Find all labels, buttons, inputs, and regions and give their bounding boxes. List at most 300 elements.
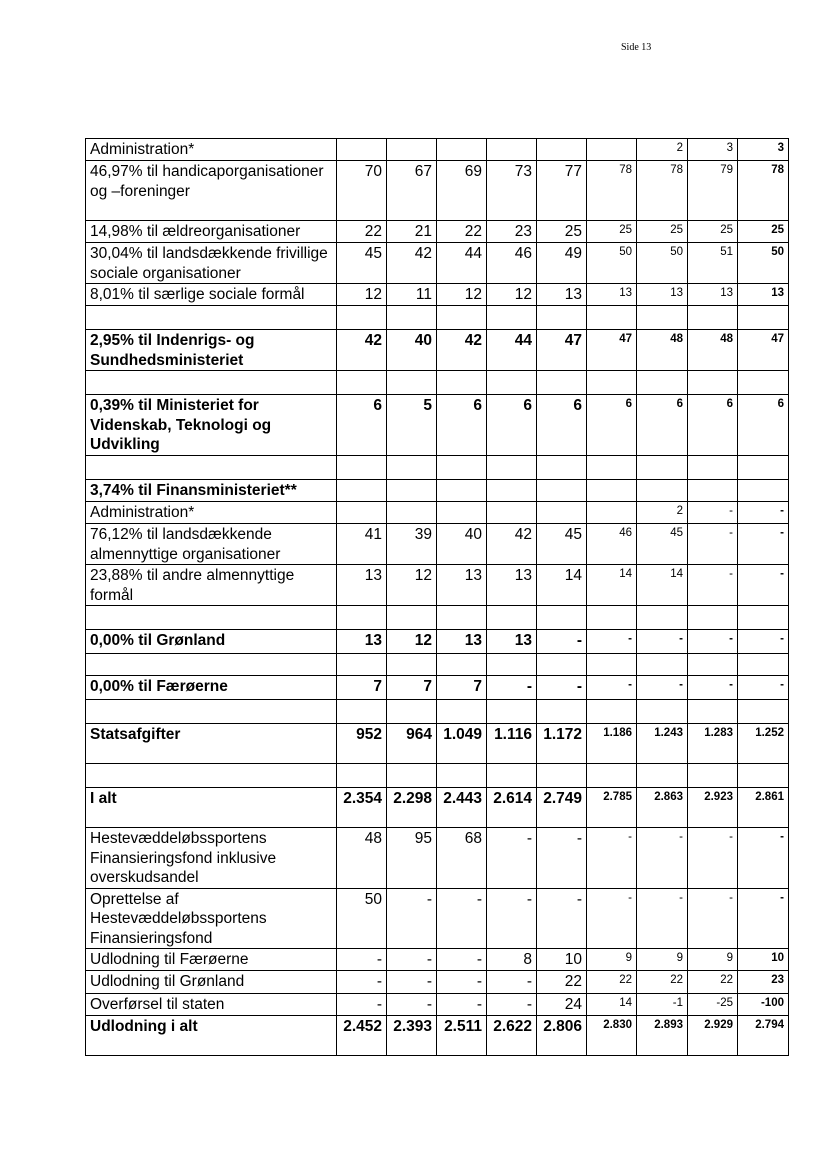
value-cell bbox=[688, 371, 738, 395]
table-row bbox=[86, 456, 789, 480]
value-cell: - bbox=[637, 630, 688, 654]
value-cell: 11 bbox=[387, 284, 437, 306]
row-label: 76,12% til landsdækkende almennyttige organisationer bbox=[86, 524, 337, 565]
value-cell: 13 bbox=[738, 284, 789, 306]
value-cell: 45 bbox=[537, 524, 587, 565]
value-cell: 46 bbox=[587, 524, 637, 565]
value-cell: - bbox=[637, 676, 688, 700]
row-label: I alt bbox=[86, 788, 337, 828]
value-cell bbox=[637, 306, 688, 330]
value-cell: 6 bbox=[738, 395, 789, 456]
value-cell: 6 bbox=[587, 395, 637, 456]
value-cell: 12 bbox=[487, 284, 537, 306]
row-label bbox=[86, 306, 337, 330]
row-label bbox=[86, 764, 337, 788]
value-cell: - bbox=[587, 676, 637, 700]
value-cell: - bbox=[487, 676, 537, 700]
value-cell bbox=[637, 764, 688, 788]
table-row bbox=[86, 1016, 789, 1056]
value-cell: - bbox=[437, 949, 487, 971]
row-label: Administration* bbox=[86, 139, 337, 161]
value-cell: 2.893 bbox=[637, 1016, 688, 1056]
value-cell: 22 bbox=[337, 221, 387, 243]
value-cell: 7 bbox=[387, 676, 437, 700]
value-cell: 13 bbox=[587, 284, 637, 306]
value-cell: 39 bbox=[387, 524, 437, 565]
value-cell: 22 bbox=[637, 971, 688, 994]
row-label: 0,00% til Færøerne bbox=[86, 676, 337, 700]
row-label: 8,01% til særlige sociale formål bbox=[86, 284, 337, 306]
value-cell bbox=[487, 606, 537, 630]
value-cell: 2.861 bbox=[738, 788, 789, 828]
table-row bbox=[86, 788, 789, 828]
value-cell: 2 bbox=[637, 502, 688, 524]
value-cell bbox=[637, 700, 688, 724]
value-cell: 42 bbox=[487, 524, 537, 565]
value-cell: 14 bbox=[587, 565, 637, 606]
value-cell: 964 bbox=[387, 724, 437, 764]
value-cell: 44 bbox=[487, 330, 537, 371]
value-cell bbox=[437, 139, 487, 161]
value-cell bbox=[437, 502, 487, 524]
value-cell: 73 bbox=[487, 161, 537, 221]
table-row bbox=[86, 330, 789, 371]
value-cell: - bbox=[487, 888, 537, 949]
value-cell bbox=[437, 700, 487, 724]
value-cell: 67 bbox=[387, 161, 437, 221]
table-row bbox=[86, 764, 789, 788]
value-cell: - bbox=[688, 502, 738, 524]
value-cell bbox=[337, 306, 387, 330]
value-cell: 2.929 bbox=[688, 1016, 738, 1056]
value-cell bbox=[487, 456, 537, 480]
value-cell: 50 bbox=[587, 243, 637, 284]
value-cell: 2.863 bbox=[637, 788, 688, 828]
value-cell: 9 bbox=[587, 949, 637, 971]
value-cell: 9 bbox=[688, 949, 738, 971]
table-row bbox=[86, 654, 789, 676]
value-cell bbox=[387, 606, 437, 630]
row-label: Administration* bbox=[86, 502, 337, 524]
value-cell bbox=[738, 606, 789, 630]
table-row bbox=[86, 221, 789, 243]
value-cell: 25 bbox=[738, 221, 789, 243]
value-cell: 2.830 bbox=[587, 1016, 637, 1056]
value-cell: - bbox=[637, 828, 688, 889]
value-cell: 78 bbox=[587, 161, 637, 221]
value-cell: - bbox=[637, 888, 688, 949]
value-cell bbox=[487, 480, 537, 502]
value-cell: 78 bbox=[738, 161, 789, 221]
value-cell: 1.243 bbox=[637, 724, 688, 764]
value-cell: - bbox=[537, 676, 587, 700]
row-label: Udlodning i alt bbox=[86, 1016, 337, 1056]
value-cell: 50 bbox=[337, 888, 387, 949]
value-cell: 69 bbox=[437, 161, 487, 221]
value-cell: - bbox=[738, 676, 789, 700]
value-cell: 2.614 bbox=[487, 788, 537, 828]
value-cell: 2.785 bbox=[587, 788, 637, 828]
value-cell: 45 bbox=[337, 243, 387, 284]
value-cell: - bbox=[738, 524, 789, 565]
table-row bbox=[86, 676, 789, 700]
row-label bbox=[86, 456, 337, 480]
value-cell: 5 bbox=[387, 395, 437, 456]
table-row bbox=[86, 139, 789, 161]
value-cell: - bbox=[738, 888, 789, 949]
value-cell: 40 bbox=[387, 330, 437, 371]
value-cell: - bbox=[537, 828, 587, 889]
table-row bbox=[86, 828, 789, 889]
value-cell: 13 bbox=[337, 630, 387, 654]
value-cell: 2.923 bbox=[688, 788, 738, 828]
value-cell: 2.806 bbox=[537, 1016, 587, 1056]
value-cell: - bbox=[387, 888, 437, 949]
value-cell: 13 bbox=[637, 284, 688, 306]
table-row bbox=[86, 243, 789, 284]
value-cell: - bbox=[537, 630, 587, 654]
value-cell: 44 bbox=[437, 243, 487, 284]
value-cell bbox=[537, 700, 587, 724]
value-cell bbox=[337, 764, 387, 788]
value-cell bbox=[487, 764, 537, 788]
value-cell bbox=[637, 654, 688, 676]
value-cell: 77 bbox=[537, 161, 587, 221]
value-cell: 14 bbox=[587, 994, 637, 1016]
value-cell: 22 bbox=[587, 971, 637, 994]
value-cell: 2.298 bbox=[387, 788, 437, 828]
value-cell: 79 bbox=[688, 161, 738, 221]
value-cell: 10 bbox=[738, 949, 789, 971]
value-cell: 1.116 bbox=[487, 724, 537, 764]
value-cell: 24 bbox=[537, 994, 587, 1016]
row-label: Udlodning til Færøerne bbox=[86, 949, 337, 971]
value-cell bbox=[487, 139, 537, 161]
value-cell bbox=[437, 606, 487, 630]
value-cell: 7 bbox=[337, 676, 387, 700]
value-cell: 47 bbox=[738, 330, 789, 371]
value-cell: 6 bbox=[337, 395, 387, 456]
row-label: 30,04% til landsdækkende frivillige sociale organisationer bbox=[86, 243, 337, 284]
table-row bbox=[86, 724, 789, 764]
value-cell bbox=[337, 700, 387, 724]
value-cell: 2.749 bbox=[537, 788, 587, 828]
table-row bbox=[86, 949, 789, 971]
value-cell: - bbox=[688, 524, 738, 565]
value-cell bbox=[587, 606, 637, 630]
value-cell: 23 bbox=[487, 221, 537, 243]
value-cell: - bbox=[688, 888, 738, 949]
table-row bbox=[86, 994, 789, 1016]
value-cell bbox=[337, 502, 387, 524]
value-cell bbox=[337, 480, 387, 502]
value-cell: - bbox=[337, 994, 387, 1016]
row-label bbox=[86, 606, 337, 630]
value-cell: 14 bbox=[537, 565, 587, 606]
value-cell: 70 bbox=[337, 161, 387, 221]
row-label: Oprettelse af Hestevæddeløbssportens Finansieringsfond bbox=[86, 888, 337, 949]
value-cell: - bbox=[387, 971, 437, 994]
value-cell: 21 bbox=[387, 221, 437, 243]
value-cell bbox=[337, 606, 387, 630]
value-cell: 12 bbox=[387, 565, 437, 606]
value-cell: 6 bbox=[688, 395, 738, 456]
value-cell bbox=[337, 654, 387, 676]
value-cell bbox=[688, 456, 738, 480]
value-cell: 3 bbox=[738, 139, 789, 161]
value-cell: 13 bbox=[487, 630, 537, 654]
value-cell bbox=[587, 502, 637, 524]
value-cell bbox=[537, 764, 587, 788]
value-cell bbox=[437, 456, 487, 480]
value-cell bbox=[487, 700, 537, 724]
table-row bbox=[86, 606, 789, 630]
value-cell: - bbox=[738, 502, 789, 524]
value-cell bbox=[537, 306, 587, 330]
value-cell: - bbox=[587, 828, 637, 889]
value-cell: 22 bbox=[437, 221, 487, 243]
value-cell: 13 bbox=[537, 284, 587, 306]
table-row bbox=[86, 630, 789, 654]
value-cell bbox=[487, 371, 537, 395]
value-cell bbox=[537, 654, 587, 676]
value-cell: 3 bbox=[688, 139, 738, 161]
value-cell: - bbox=[738, 630, 789, 654]
value-cell: 1.283 bbox=[688, 724, 738, 764]
value-cell: 12 bbox=[337, 284, 387, 306]
value-cell: 47 bbox=[537, 330, 587, 371]
value-cell: - bbox=[587, 630, 637, 654]
value-cell: 49 bbox=[537, 243, 587, 284]
value-cell: 14 bbox=[637, 565, 688, 606]
value-cell bbox=[688, 480, 738, 502]
value-cell: 42 bbox=[337, 330, 387, 371]
value-cell: - bbox=[688, 828, 738, 889]
table-row bbox=[86, 524, 789, 565]
value-cell bbox=[537, 480, 587, 502]
value-cell bbox=[487, 502, 537, 524]
value-cell: - bbox=[738, 828, 789, 889]
value-cell bbox=[437, 306, 487, 330]
value-cell: 68 bbox=[437, 828, 487, 889]
table-row bbox=[86, 971, 789, 994]
value-cell bbox=[387, 480, 437, 502]
value-cell: 40 bbox=[437, 524, 487, 565]
row-label: 0,39% til Ministeriet for Videnskab, Teknologi og Udvikling bbox=[86, 395, 337, 456]
table-row bbox=[86, 284, 789, 306]
value-cell: 2.794 bbox=[738, 1016, 789, 1056]
row-label bbox=[86, 371, 337, 395]
value-cell bbox=[437, 764, 487, 788]
value-cell: 45 bbox=[637, 524, 688, 565]
value-cell: - bbox=[738, 565, 789, 606]
value-cell: 46 bbox=[487, 243, 537, 284]
value-cell bbox=[587, 139, 637, 161]
value-cell bbox=[537, 502, 587, 524]
value-cell: 22 bbox=[688, 971, 738, 994]
value-cell bbox=[437, 371, 487, 395]
value-cell bbox=[587, 480, 637, 502]
value-cell: 48 bbox=[637, 330, 688, 371]
value-cell: 22 bbox=[537, 971, 587, 994]
value-cell: - bbox=[337, 971, 387, 994]
value-cell: 9 bbox=[637, 949, 688, 971]
table-row bbox=[86, 700, 789, 724]
value-cell: 6 bbox=[437, 395, 487, 456]
row-label: Udlodning til Grønland bbox=[86, 971, 337, 994]
value-cell: 2.393 bbox=[387, 1016, 437, 1056]
value-cell: - bbox=[437, 971, 487, 994]
value-cell bbox=[738, 480, 789, 502]
value-cell bbox=[688, 606, 738, 630]
value-cell: 47 bbox=[587, 330, 637, 371]
value-cell: 25 bbox=[537, 221, 587, 243]
value-cell bbox=[537, 371, 587, 395]
value-cell bbox=[387, 654, 437, 676]
value-cell bbox=[637, 371, 688, 395]
row-label: Hestevæddeløbssportens Finansieringsfond inklusive overskudsandel bbox=[86, 828, 337, 889]
value-cell: 13 bbox=[688, 284, 738, 306]
value-cell: 952 bbox=[337, 724, 387, 764]
value-cell: 10 bbox=[537, 949, 587, 971]
value-cell: 13 bbox=[337, 565, 387, 606]
value-cell: 78 bbox=[637, 161, 688, 221]
value-cell bbox=[587, 306, 637, 330]
value-cell bbox=[537, 139, 587, 161]
value-cell: - bbox=[437, 994, 487, 1016]
value-cell: -100 bbox=[738, 994, 789, 1016]
value-cell bbox=[738, 306, 789, 330]
value-cell: 1.186 bbox=[587, 724, 637, 764]
row-label: 23,88% til andre almennyttige formål bbox=[86, 565, 337, 606]
value-cell: 1.172 bbox=[537, 724, 587, 764]
value-cell: -1 bbox=[637, 994, 688, 1016]
table-row bbox=[86, 888, 789, 949]
value-cell: - bbox=[337, 949, 387, 971]
value-cell bbox=[637, 606, 688, 630]
value-cell bbox=[387, 764, 437, 788]
value-cell bbox=[487, 306, 537, 330]
value-cell bbox=[337, 371, 387, 395]
value-cell bbox=[387, 306, 437, 330]
row-label bbox=[86, 654, 337, 676]
value-cell: - bbox=[437, 888, 487, 949]
value-cell: 6 bbox=[637, 395, 688, 456]
value-cell: - bbox=[487, 828, 537, 889]
value-cell: 50 bbox=[738, 243, 789, 284]
value-cell bbox=[637, 456, 688, 480]
value-cell bbox=[587, 764, 637, 788]
value-cell: 42 bbox=[387, 243, 437, 284]
value-cell bbox=[437, 480, 487, 502]
value-cell bbox=[337, 139, 387, 161]
value-cell bbox=[738, 700, 789, 724]
value-cell: 12 bbox=[387, 630, 437, 654]
value-cell: 23 bbox=[738, 971, 789, 994]
row-label: Statsafgifter bbox=[86, 724, 337, 764]
value-cell bbox=[387, 139, 437, 161]
value-cell bbox=[537, 456, 587, 480]
value-cell: 41 bbox=[337, 524, 387, 565]
value-cell bbox=[387, 371, 437, 395]
value-cell: - bbox=[587, 888, 637, 949]
value-cell: 2.443 bbox=[437, 788, 487, 828]
value-cell: 95 bbox=[387, 828, 437, 889]
table-row bbox=[86, 480, 789, 502]
value-cell: 8 bbox=[487, 949, 537, 971]
value-cell: 25 bbox=[688, 221, 738, 243]
value-cell: 6 bbox=[537, 395, 587, 456]
value-cell: - bbox=[487, 971, 537, 994]
value-cell bbox=[587, 654, 637, 676]
value-cell: -25 bbox=[688, 994, 738, 1016]
value-cell bbox=[487, 654, 537, 676]
value-cell: 12 bbox=[437, 284, 487, 306]
table-body bbox=[86, 139, 789, 1056]
value-cell: 13 bbox=[487, 565, 537, 606]
row-label: 3,74% til Finansministeriet** bbox=[86, 480, 337, 502]
value-cell: - bbox=[688, 676, 738, 700]
row-label: 14,98% til ældreorganisationer bbox=[86, 221, 337, 243]
value-cell bbox=[738, 371, 789, 395]
page-number: Side 13 bbox=[621, 42, 652, 53]
value-cell: 2.452 bbox=[337, 1016, 387, 1056]
value-cell: 6 bbox=[487, 395, 537, 456]
value-cell: 42 bbox=[437, 330, 487, 371]
value-cell: 13 bbox=[437, 565, 487, 606]
table-row bbox=[86, 565, 789, 606]
value-cell: 25 bbox=[637, 221, 688, 243]
value-cell: - bbox=[487, 994, 537, 1016]
value-cell bbox=[387, 700, 437, 724]
value-cell: - bbox=[688, 630, 738, 654]
value-cell bbox=[637, 480, 688, 502]
row-label: 2,95% til Indenrigs- og Sundhedsministeriet bbox=[86, 330, 337, 371]
row-label bbox=[86, 700, 337, 724]
distribution-table bbox=[85, 138, 789, 1056]
value-cell: 48 bbox=[688, 330, 738, 371]
table-row bbox=[86, 161, 789, 221]
table-row bbox=[86, 306, 789, 330]
value-cell bbox=[688, 306, 738, 330]
value-cell bbox=[537, 606, 587, 630]
value-cell: 48 bbox=[337, 828, 387, 889]
value-cell: 2 bbox=[637, 139, 688, 161]
value-cell: 13 bbox=[437, 630, 487, 654]
value-cell bbox=[437, 654, 487, 676]
value-cell: 7 bbox=[437, 676, 487, 700]
row-label: 46,97% til handicaporganisationer og –foreninger bbox=[86, 161, 337, 221]
value-cell bbox=[587, 371, 637, 395]
table-row bbox=[86, 502, 789, 524]
value-cell: 1.252 bbox=[738, 724, 789, 764]
value-cell: - bbox=[387, 994, 437, 1016]
value-cell bbox=[688, 654, 738, 676]
value-cell: - bbox=[688, 565, 738, 606]
value-cell bbox=[688, 764, 738, 788]
value-cell bbox=[738, 654, 789, 676]
table-row bbox=[86, 371, 789, 395]
value-cell: - bbox=[537, 888, 587, 949]
value-cell bbox=[587, 456, 637, 480]
value-cell bbox=[688, 700, 738, 724]
value-cell: 25 bbox=[587, 221, 637, 243]
value-cell: 1.049 bbox=[437, 724, 487, 764]
value-cell: 2.622 bbox=[487, 1016, 537, 1056]
value-cell bbox=[337, 456, 387, 480]
value-cell bbox=[738, 764, 789, 788]
row-label: 0,00% til Grønland bbox=[86, 630, 337, 654]
